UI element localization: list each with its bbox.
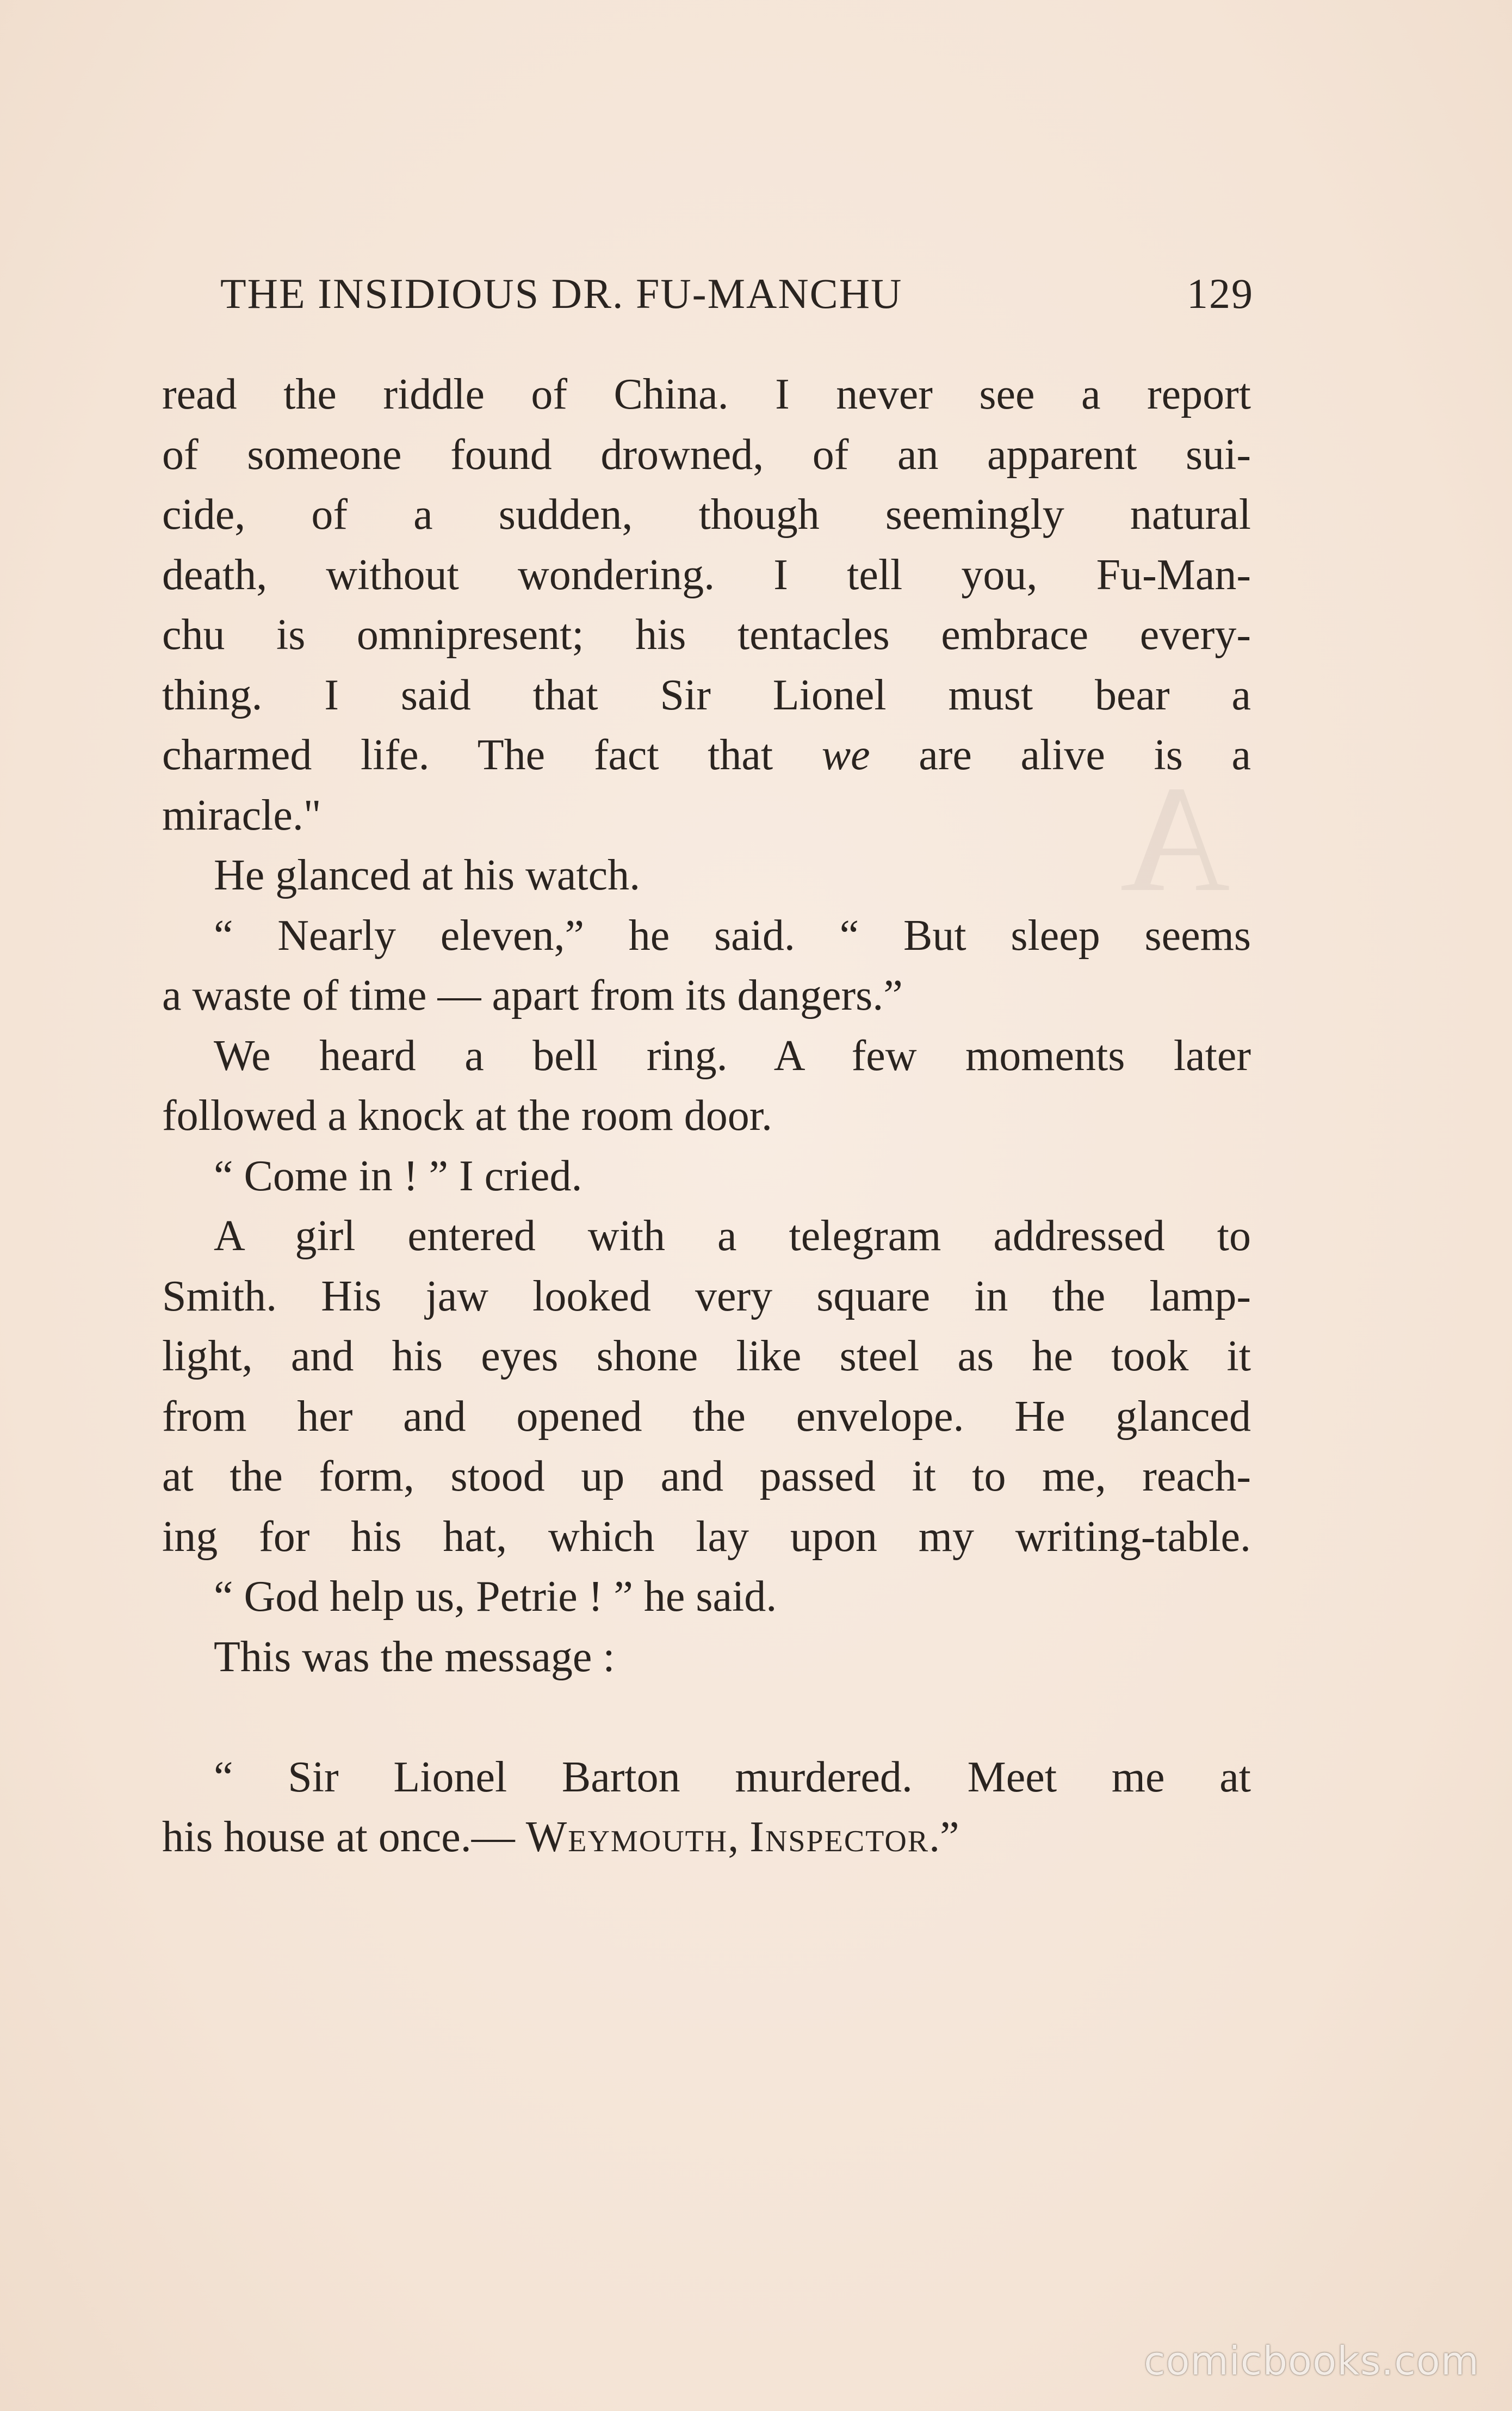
body-text (162, 364, 1251, 1868)
text-line: We heard a bell ring. A few moments later (214, 1031, 1251, 1080)
small-caps-name: Weymouth (525, 1813, 728, 1861)
site-watermark: comicbooks.com (1143, 2338, 1479, 2384)
show-through-dropcap: A (1120, 754, 1231, 923)
running-header (220, 269, 1254, 329)
text-line: He glanced at his watch. (214, 851, 641, 899)
text-line: miracle." (162, 791, 321, 839)
text-fragment: are alive is a (870, 731, 1251, 779)
text-fragment: , (728, 1813, 750, 1861)
small-caps-title: Inspector (749, 1813, 929, 1861)
text-line: “ God help us, Petrie ! ” he said. (214, 1573, 777, 1621)
text-line: followed a knock at the room door. (162, 1092, 772, 1140)
text-line: a waste of time — apart from its dangers.” (162, 972, 903, 1019)
text-line: This was the message : (214, 1633, 615, 1681)
text-line (162, 725, 1251, 786)
text-line: ing for his hat, which lay upon my writing-table. (162, 1512, 1251, 1561)
text-line: thing. I said that Sir Lionel must bear a (162, 671, 1251, 719)
text-line: “ Nearly eleven,” he said. “ But sleep seems (214, 911, 1251, 960)
text-line: of someone found drowned, of an apparent sui- (162, 430, 1251, 479)
text-line: “ Sir Lionel Barton murdered. Meet me at (214, 1753, 1251, 1801)
text-line: from her and opened the envelope. He glanced (162, 1392, 1251, 1441)
text-line: Smith. His jaw looked very square in the lamp- (162, 1272, 1251, 1320)
text-line: light, and his eyes shone like steel as he took it (162, 1332, 1251, 1380)
text-line: death, without wondering. I tell you, Fu-Man- (162, 551, 1251, 599)
text-line: at the form, stood up and passed it to me, reach- (162, 1452, 1251, 1500)
italic-word: we (821, 731, 870, 779)
text-line: chu is omnipresent; his tentacles embrace every- (162, 611, 1251, 659)
text-line: “ Come in ! ” I cried. (214, 1152, 583, 1200)
text-fragment: .” (929, 1813, 959, 1861)
text-fragment: charmed life. The fact that (162, 731, 822, 779)
text-line: A girl entered with a telegram addressed to (214, 1212, 1251, 1260)
blank-line (162, 1687, 1251, 1747)
text-line: cide, of a sudden, though seemingly natural (162, 491, 1251, 539)
text-line (162, 1807, 1251, 1868)
text-fragment: his house at once.— (162, 1813, 526, 1861)
page-number: 129 (1187, 270, 1254, 317)
book-title: THE INSIDIOUS DR. FU-MANCHU (220, 270, 903, 317)
text-line: read the riddle of China. I never see a report (162, 370, 1251, 418)
